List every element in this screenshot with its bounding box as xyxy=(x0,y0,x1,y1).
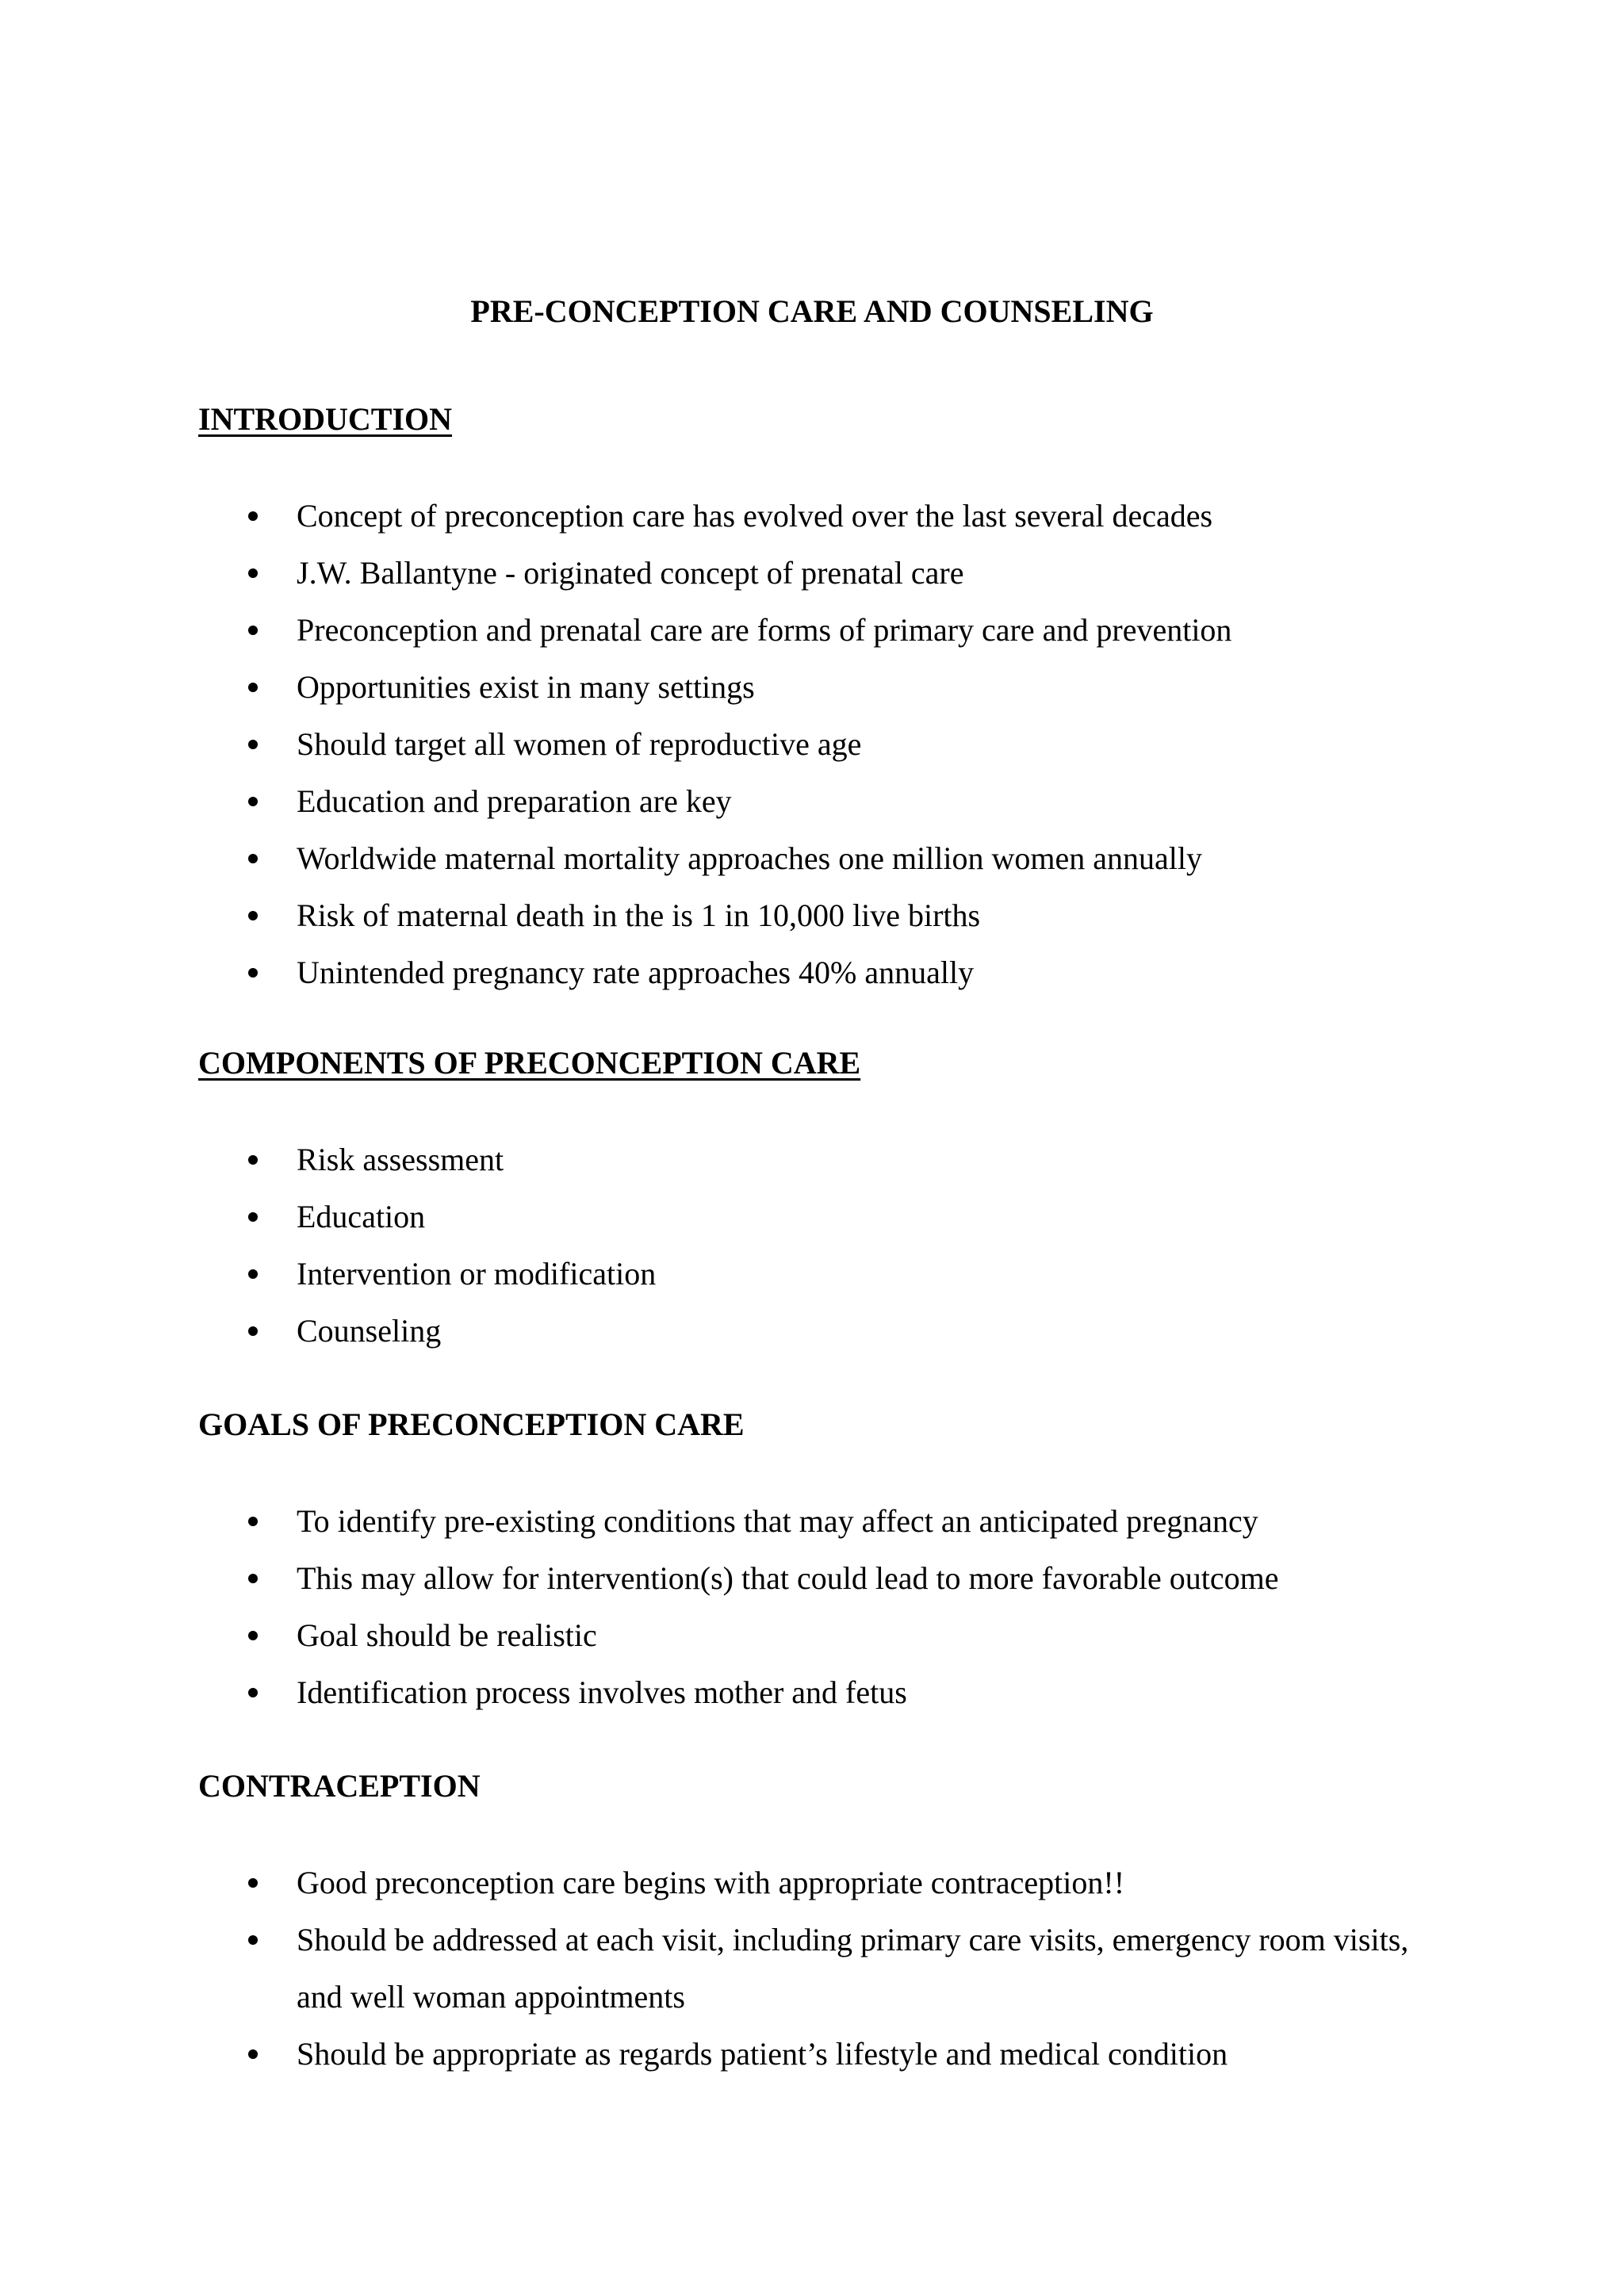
heading-goals: GOALS OF PRECONCEPTION CARE xyxy=(198,1406,745,1442)
bullet-icon xyxy=(248,683,258,692)
list-goals xyxy=(0,1493,1624,1721)
bullet-icon xyxy=(248,1688,258,1697)
list-item: Opportunities exist in many settings xyxy=(0,659,1624,716)
list-item: Preconception and prenatal care are forms of primary care and prevention xyxy=(0,602,1624,659)
list-contraception xyxy=(0,1854,1624,2083)
list-item: Unintended pregnancy rate approaches 40% annually xyxy=(0,944,1624,1001)
list-item: Goal should be realistic xyxy=(0,1607,1624,1664)
bullet-icon xyxy=(248,1517,258,1526)
list-components xyxy=(0,1131,1624,1360)
list-item: Intervention or modification xyxy=(0,1246,1624,1303)
bullet-icon xyxy=(248,1878,258,1888)
bullet-icon xyxy=(248,511,258,521)
bullet-icon xyxy=(248,911,258,920)
list-item: J.W. Ballantyne - originated concept of prenatal care xyxy=(0,545,1624,602)
list-item: Education and preparation are key xyxy=(0,773,1624,830)
list-item: To identify pre-existing conditions that may affect an anticipated pregnancy xyxy=(0,1493,1624,1550)
list-item: Should be addressed at each visit, including primary care visits, emergency room visits, and well woman appointments xyxy=(0,1911,1624,2026)
bullet-icon xyxy=(248,1269,258,1279)
bullet-icon xyxy=(248,626,258,635)
list-item: Should be appropriate as regards patient’s lifestyle and medical condition xyxy=(0,2026,1624,2083)
bullet-icon xyxy=(248,968,258,978)
bullet-icon xyxy=(248,1155,258,1165)
bullet-icon xyxy=(248,568,258,578)
bullet-icon xyxy=(248,1574,258,1583)
list-item: Good preconception care begins with appropriate contraception!! xyxy=(0,1854,1624,1911)
list-item: Identification process involves mother and fetus xyxy=(0,1664,1624,1721)
list-item: Risk of maternal death in the is 1 in 10,000 live births xyxy=(0,887,1624,944)
bullet-icon xyxy=(248,1935,258,1945)
list-item: Education xyxy=(0,1188,1624,1246)
bullet-icon xyxy=(248,1212,258,1222)
list-item: Concept of preconception care has evolved over the last several decades xyxy=(0,488,1624,545)
heading-components: COMPONENTS OF PRECONCEPTION CARE xyxy=(198,1045,861,1081)
heading-contraception: CONTRACEPTION xyxy=(198,1768,481,1804)
list-item: Counseling xyxy=(0,1303,1624,1360)
bullet-icon xyxy=(248,1326,258,1336)
list-item: Worldwide maternal mortality approaches one million women annually xyxy=(0,830,1624,887)
bullet-icon xyxy=(248,854,258,863)
list-introduction xyxy=(0,488,1624,1001)
heading-introduction: INTRODUCTION xyxy=(198,401,453,437)
list-item: Risk assessment xyxy=(0,1131,1624,1188)
list-item: Should target all women of reproductive age xyxy=(0,716,1624,773)
bullet-icon xyxy=(248,2049,258,2059)
bullet-icon xyxy=(248,740,258,749)
bullet-icon xyxy=(248,797,258,806)
list-item: This may allow for intervention(s) that could lead to more favorable outcome xyxy=(0,1550,1624,1607)
document-title: PRE-CONCEPTION CARE AND COUNSELING xyxy=(470,293,1154,329)
bullet-icon xyxy=(248,1631,258,1640)
